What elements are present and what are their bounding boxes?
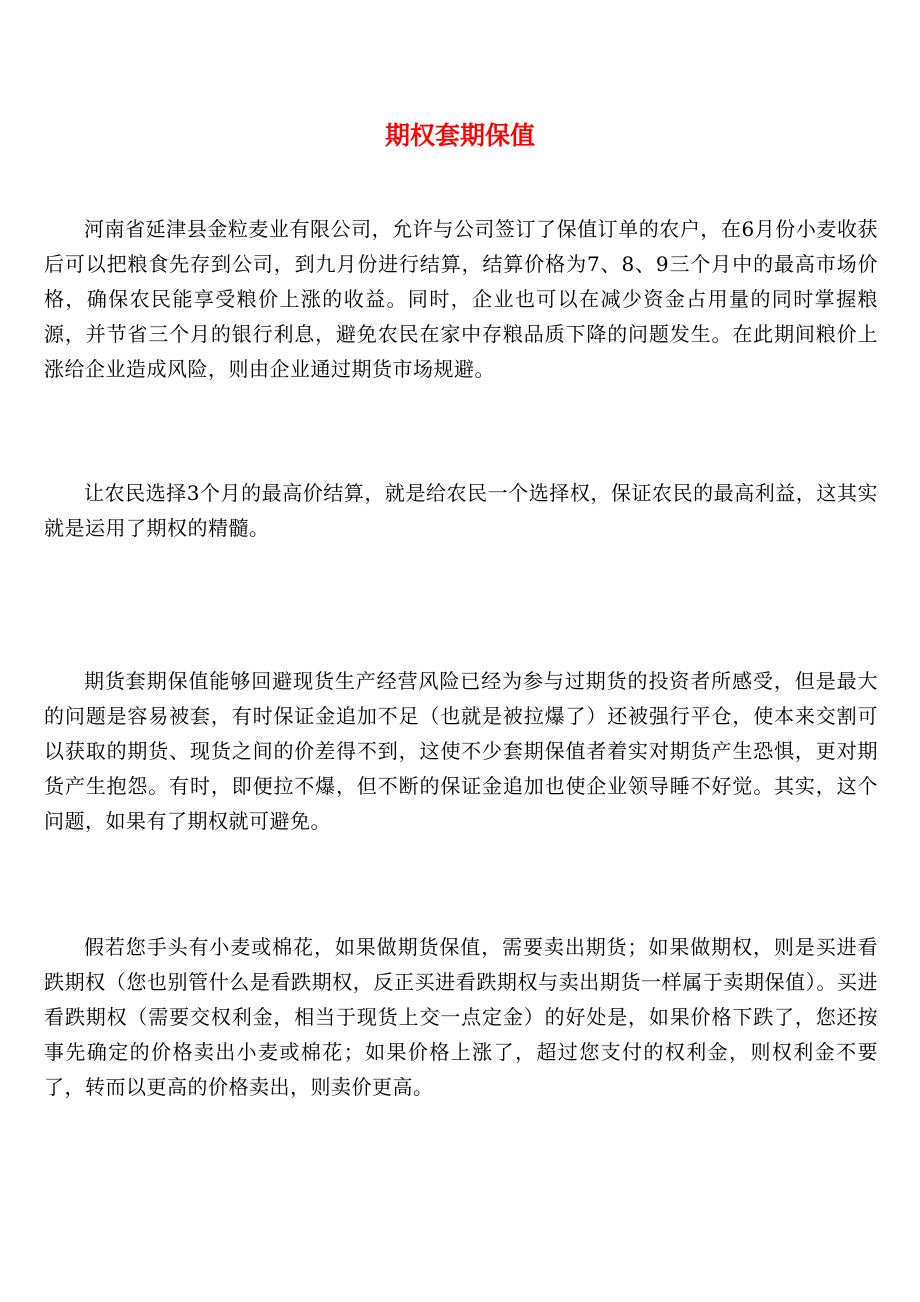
document-title: 期权套期保值 — [384, 121, 535, 150]
paragraph-2: 让农民选择3个月的最高价结算，就是给农民一个选择权，保证农民的最高利益，这其实就是运用了期权的精髓。 — [44, 481, 878, 540]
paragraph-3: 期货套期保值能够回避现货生产经营风险已经为参与过期货的投资者所感受，但是最大的问题是容易被套，有时保证金追加不足（也就是被拉爆了）还被强行平仓，使本来交割可以获取的期货、现货之间的价差得不到，这使不少套期保值者着实对期货产生恐惧，更对期货产生抱怨。有时，即便拉不爆，但不断的保证金追加也使企业领导睡不好觉。其实，这个问题，如果有了期权就可避免。 — [44, 669, 878, 833]
paragraph-1: 河南省延津县金粒麦业有限公司，允许与公司签订了保值订单的农户，在6月份小麦收获后可以把粮食先存到公司，到九月份进行结算，结算价格为7、8、9三个月中的最高市场价格，确保农民能享受粮价上涨的收益。同时，企业也可以在减少资金占用量的同时掌握粮源，并节省三个月的银行利息，避免农民在家中存粮品质下降的问题发生。在此期间粮价上涨给企业造成风险，则由企业通过期货市场规避。 — [44, 217, 878, 381]
paragraph-4: 假若您手头有小麦或棉花，如果做期货保值，需要卖出期货；如果做期权，则是买进看跌期权（您也别管什么是看跌期权，反正买进看跌期权与卖出期货一样属于卖期保值）。买进看跌期权（需要交权利金，相当于现货上交一点定金）的好处是，如果价格下跌了，您还按事先确定的价格卖出小麦或棉花；如果价格上涨了，超过您支付的权利金，则权利金不要了，转而以更高的价格卖出，则卖价更高。 — [44, 935, 878, 1099]
